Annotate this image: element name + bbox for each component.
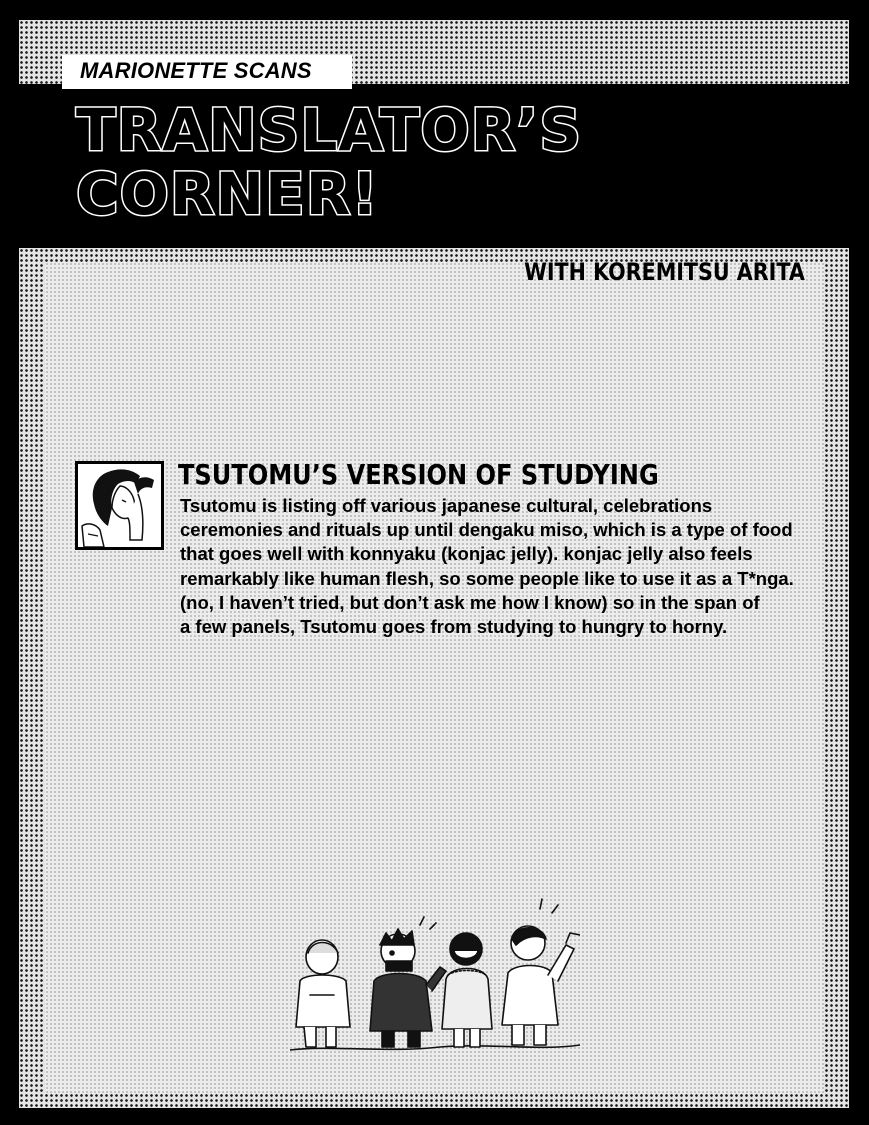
body-line: (no, I haven’t tried, but don’t ask me how I know) so in the span of xyxy=(180,591,760,613)
group-name: MARIONETTE SCANS xyxy=(80,58,312,83)
body-line: ceremonies and rituals up until dengaku miso, which is a type of food xyxy=(180,519,793,541)
translator-avatar-icon xyxy=(75,461,164,550)
byline: WITH KOREMITSU ARITA xyxy=(524,258,805,286)
page-title xyxy=(76,98,776,226)
chibi-1 xyxy=(296,940,350,1047)
title-line-2: CORNER! xyxy=(76,160,379,228)
chibi-drawing xyxy=(290,895,580,1060)
body-line: remarkably like human flesh, so some people like to use it as a T*nga. xyxy=(180,567,794,589)
chibi-4 xyxy=(502,899,580,1045)
chibi-2 xyxy=(370,917,446,1047)
body-line: Tsutomu is listing off various japanese cultural, celebrations xyxy=(180,495,713,516)
chibi-3 xyxy=(442,933,492,1047)
body-line: that goes well with konnyaku (konjac jelly). konjac jelly also feels xyxy=(180,543,753,565)
title-line-1: TRANSLATOR’S xyxy=(76,96,583,164)
section-body xyxy=(180,494,820,639)
avatar-drawing xyxy=(78,464,161,547)
chibi-characters-illustration xyxy=(290,895,580,1060)
section-heading: TSUTOMU’S VERSION OF STUDYING xyxy=(178,458,659,491)
body-line: a few panels, Tsutomu goes from studying to hungry to horny. xyxy=(180,616,728,638)
